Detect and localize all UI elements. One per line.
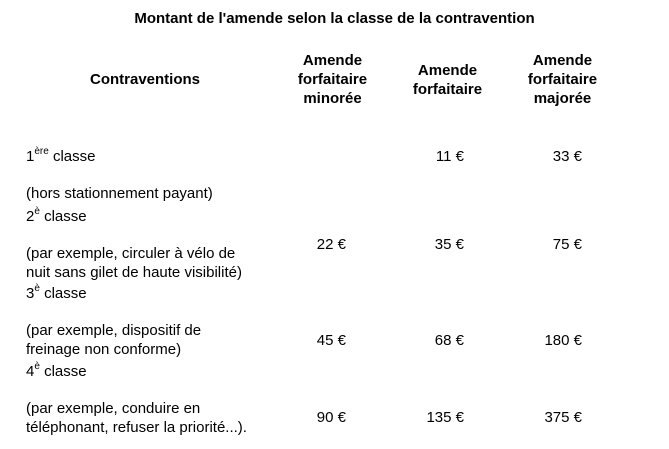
row2-example-line1: (par exemple, circuler à vélo de [26,245,236,262]
header-contraventions: Contraventions [89,71,200,88]
table-row-classe-1-label: 1ère classe [26,146,96,165]
header-amende-forfaitaire: Amende forfaitaire [412,62,483,98]
row3-amende-majoree: 180 € [544,332,582,349]
row2-example-line2: nuit sans gilet de haute visibilité) [26,264,242,281]
row4-example-line2: téléphonant, refuser la priorité...). [26,419,247,436]
row4-amende-forfaitaire: 135 € [426,409,464,426]
table-title: Montant de l'amende selon la classe de la contravention [134,10,535,27]
row2-amende-minoree: 22 € [316,236,346,253]
row4-amende-majoree: 375 € [544,409,582,426]
table-row-classe-4-label: $4^è$ classe [26,361,87,380]
row2-amende-majoree: 75 € [552,236,582,253]
row4-example-line1: (par exemple, conduire en [26,400,201,417]
row2-amende-forfaitaire: 35 € [434,236,464,253]
row3-amende-forfaitaire: 68 € [434,332,464,349]
table-row-classe-2-label: $2^è$ classe [26,206,87,225]
table-row-classe-3-label: $3^è$ classe [26,283,87,302]
row1-amende-majoree: 33 € [552,148,582,165]
header-amende-minoree: Amende forfaitaire minorée [297,52,368,107]
row4-amende-minoree: 90 € [316,409,346,426]
row1-amende-forfaitaire: 11 € [435,148,464,165]
row3-example-line2: freinage non conforme) [26,341,182,358]
row1-example: (hors stationnement payant) [26,185,213,202]
row3-amende-minoree: 45 € [316,332,346,349]
header-amende-majoree: Amende forfaitaire majorée [527,52,598,107]
row3-example-line1: (par exemple, dispositif de [26,322,202,339]
